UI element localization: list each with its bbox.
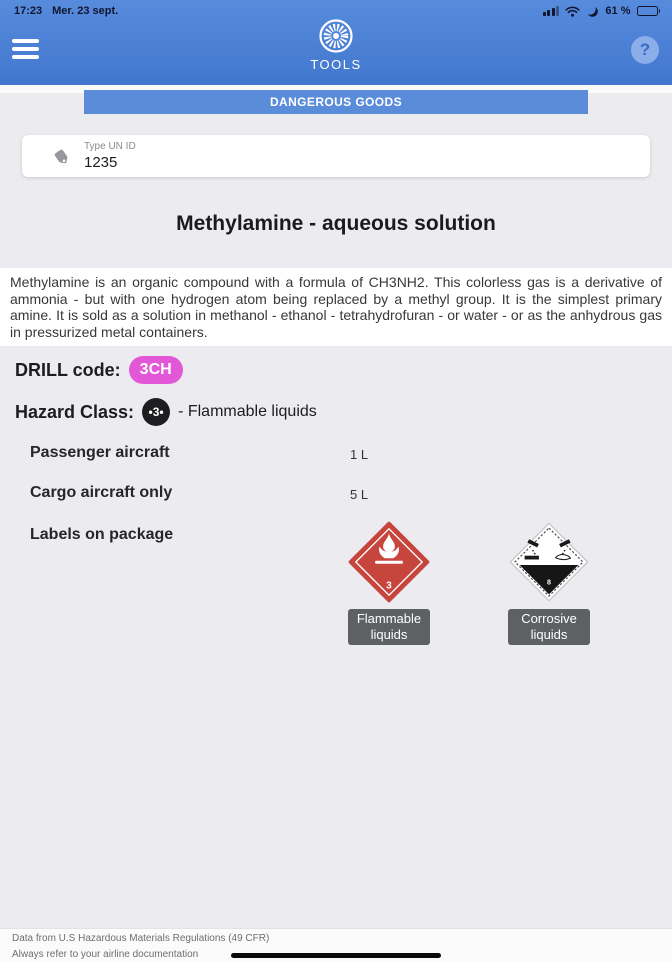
- tag-icon: [52, 147, 70, 165]
- un-id-search-field[interactable]: [22, 135, 650, 177]
- substance-description: Methylamine is an organic compound with a formula of CH3NH2. This colorless gas is a derivative of ammonia - but with one hydrogen atom being replaced by a methyl group. It is the simplest primary amine. It is sold as a solution in methanol - ethanol - tetrahydrofuran - or water - or as the anhydrous gas in pressurized metal containers.: [0, 268, 672, 346]
- wifi-icon: [565, 6, 580, 17]
- corrosive-liquids-placard-icon: [507, 520, 591, 604]
- cellular-signal-icon: [543, 6, 560, 16]
- flammable-liquids-placard-icon: [347, 520, 431, 604]
- cargo-aircraft-value: 5 L: [350, 487, 369, 502]
- search-field-value[interactable]: 1235: [84, 154, 118, 171]
- passenger-aircraft-value: 1 L: [350, 447, 369, 462]
- flammable-liquids-tag: Flammable liquids: [348, 609, 430, 645]
- status-date: Mer. 23 sept.: [52, 5, 119, 17]
- flammable-class-number: 3: [386, 580, 392, 592]
- hazard-class-row: [15, 398, 317, 426]
- home-indicator[interactable]: [231, 953, 441, 958]
- passenger-aircraft-label: Passenger aircraft: [30, 444, 170, 461]
- footer-source-note: Data from U.S Hazardous Materials Regulations (49 CFR): [12, 933, 270, 944]
- app-title: TOOLS: [310, 57, 362, 72]
- help-button[interactable]: ?: [631, 36, 659, 64]
- engine-fan-logo-icon: [316, 16, 356, 56]
- battery-icon: [637, 6, 661, 16]
- app-header: [0, 0, 672, 85]
- app-brand: [0, 16, 672, 72]
- drill-code-badge: 3CH: [129, 356, 183, 384]
- labels-on-package-label: Labels on package: [30, 526, 174, 543]
- corrosive-class-number: 8: [547, 578, 551, 587]
- status-time: 17:23: [14, 5, 43, 17]
- substance-title: Methylamine - aqueous solution: [176, 212, 496, 235]
- drill-code-row: [15, 356, 183, 384]
- hazard-class-label: Hazard Class:: [15, 401, 135, 422]
- drill-code-label: DRILL code:: [15, 359, 121, 380]
- search-field-label: Type UN ID: [84, 141, 136, 152]
- hazard-class-badge: •3•: [142, 398, 170, 426]
- battery-percent: 61 %: [605, 5, 631, 17]
- footer-disclaimer: Always refer to your airline documentation: [12, 949, 199, 960]
- hazard-class-name: - Flammable liquids: [178, 403, 317, 420]
- dangerous-goods-banner: DANGEROUS GOODS: [84, 90, 588, 114]
- cargo-aircraft-label: Cargo aircraft only: [30, 484, 173, 501]
- corrosive-liquids-tag: Corrosive liquids: [508, 609, 590, 645]
